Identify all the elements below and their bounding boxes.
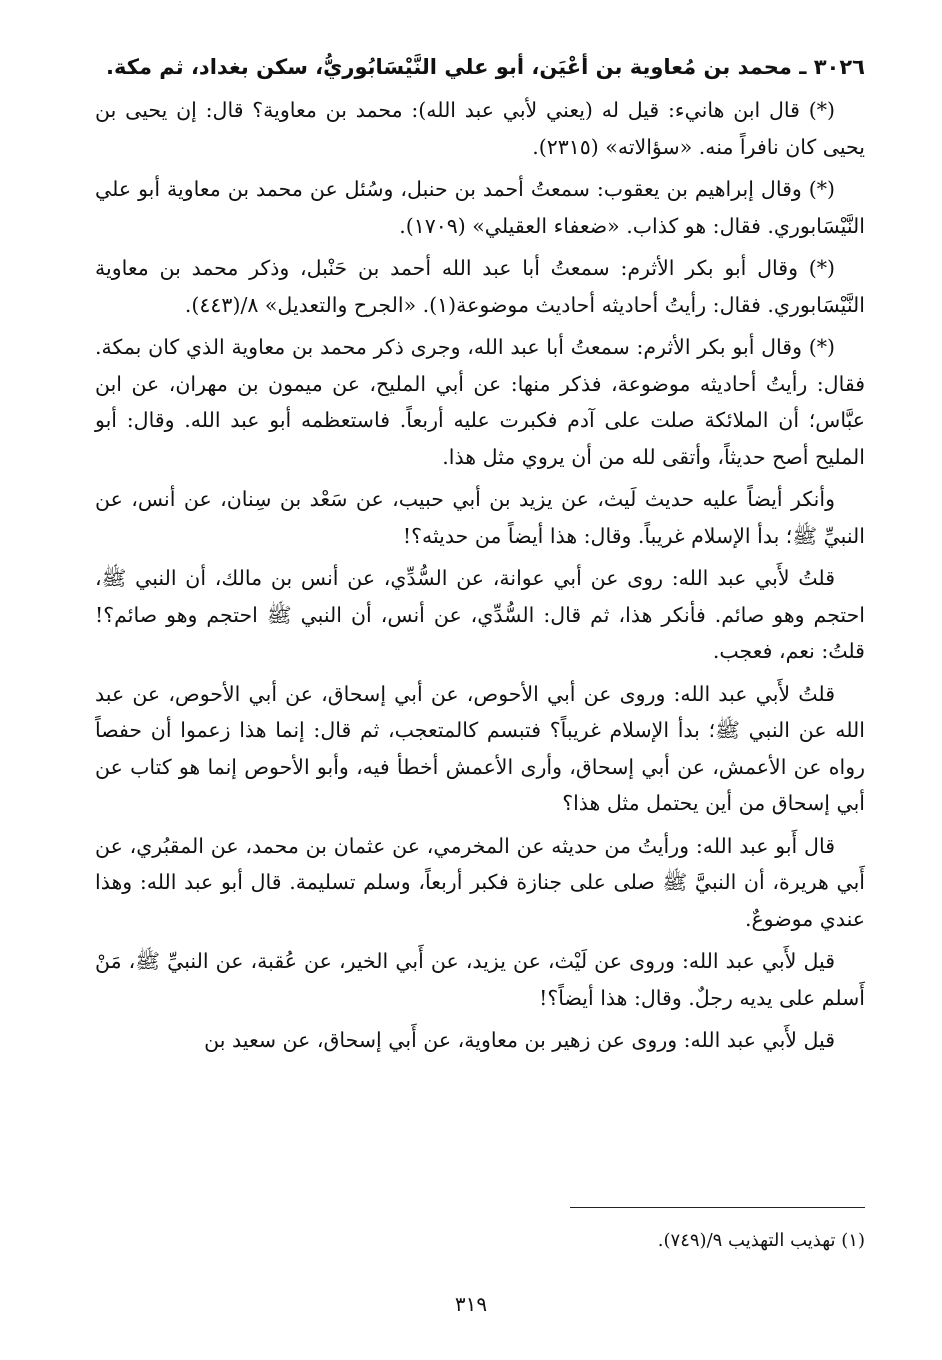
footnote: (١) تهذيب التهذيب ٩/(٧٤٩). <box>657 1230 865 1251</box>
page-number: ٣١٩ <box>454 1292 488 1316</box>
main-text <box>95 52 865 1065</box>
entry-heading: ٣٠٢٦ ـ محمد بن مُعاوية بن أعْيَن، أبو علي النَّيْسَابُوريُّ، سكن بغداد، ثم مكة. <box>106 55 865 79</box>
footnote-divider <box>570 1207 865 1208</box>
paragraph-8: قال أَبو عبد الله: ورأيتُ من حديثه عن المخرمي، عن عثمان بن محمد، عن المقبُري، عن أَبي هريرة، أن النبيَّ ﷺ صلى على جنازة فكبر أربعاً، وسلم تسليمة. قال أبو عبد الله: وهذا عندي موضوعٌ. <box>95 833 865 931</box>
paragraph-1: (*) قال ابن هانيء: قيل له (يعني لأبي عبد الله): محمد بن معاوية؟ قال: إن يحيى بن يحيى كان نافراً منه. «سؤالاته» (٢٣١٥). <box>95 98 865 159</box>
paragraph-7: قلتُ لأَبي عبد الله: وروى عن أبي الأحوص، عن أبي إسحاق، عن أبي الأحوص، عن عبد الله عن النبي ﷺ؛ بدأ الإسلام غريباً؟ فتبسم كالمتعجب، ثم قال: إنما هذا زعموا أن حفصاً رواه عن الأعمش، عن أبي إسحاق، وأرى الأعمش أخطأ فيه، وأبو الأحوص إنما هو كتاب عن أبي إسحاق من أين يحتمل مثل هذا؟ <box>95 681 865 815</box>
paragraph-5: وأنكر أيضاً عليه حديث لَيث، عن يزيد بن أبي حبيب، عن سَعْد بن سِنان، عن أنس، عن النبيِّ ﷺ؛ بدأ الإسلام غريباً. وقال: هذا أيضاً من حديثه؟! <box>95 487 865 548</box>
paragraph-3: (*) وقال أبو بكر الأثرم: سمعتُ أبا عبد الله أحمد بن حَنْبل، وذكر محمد بن معاوية النَّيْسَابوري. فقال: رأيتُ أحاديثه أحاديث موضوعة(١). «الجرح والتعديل» ٨/(٤٤٣). <box>95 256 865 317</box>
paragraph-6: قلتُ لأَبي عبد الله: روى عن أبي عوانة، عن السُّدِّي، عن أنس بن مالك، أن النبي ﷺ، احتجم وهو صائم. فأنكر هذا، ثم قال: السُّدِّي، عن أنس، أن النبي ﷺ احتجم وهو صائم؟! قلتُ: نعم، فعجب. <box>95 566 865 663</box>
paragraph-10: قيل لأَبي عبد الله: وروى عن زهير بن معاوية، عن أَبي إسحاق، عن سعيد بن <box>204 1028 835 1052</box>
paragraph-4: (*) وقال أبو بكر الأثرم: سمعتُ أبا عبد الله، وجرى ذكر محمد بن معاوية الذي كان بمكة. فقال: رأيتُ أحاديثه موضوعة، فذكر منها: عن أبي المليح، عن ميمون بن مهران، عن ابن عبَّاس؛ أن الملائكة صلت على آدم فكبرت عليه أربعاً. فاستعظمه أبو عبد الله. وقال: أبو المليح أصح حديثاً، وأتقى لله من أن يروي مثل هذا. <box>95 335 865 469</box>
paragraph-9: قيل لأَبي عبد الله: وروى عن لَيْث، عن يزيد، عن أَبي الخير، عن عُقبة، عن النبيِّ ﷺ، مَنْ أَسلم على يديه رجلٌ. وقال: هذا أيضاً؟! <box>95 949 865 1010</box>
paragraph-2: (*) وقال إبراهيم بن يعقوب: سمعتُ أحمد بن حنبل، وسُئل عن محمد بن معاوية أبو علي النَّيْسَابوري. فقال: هو كذاب. «ضعفاء العقيلي» (١٧٠٩). <box>95 177 865 238</box>
